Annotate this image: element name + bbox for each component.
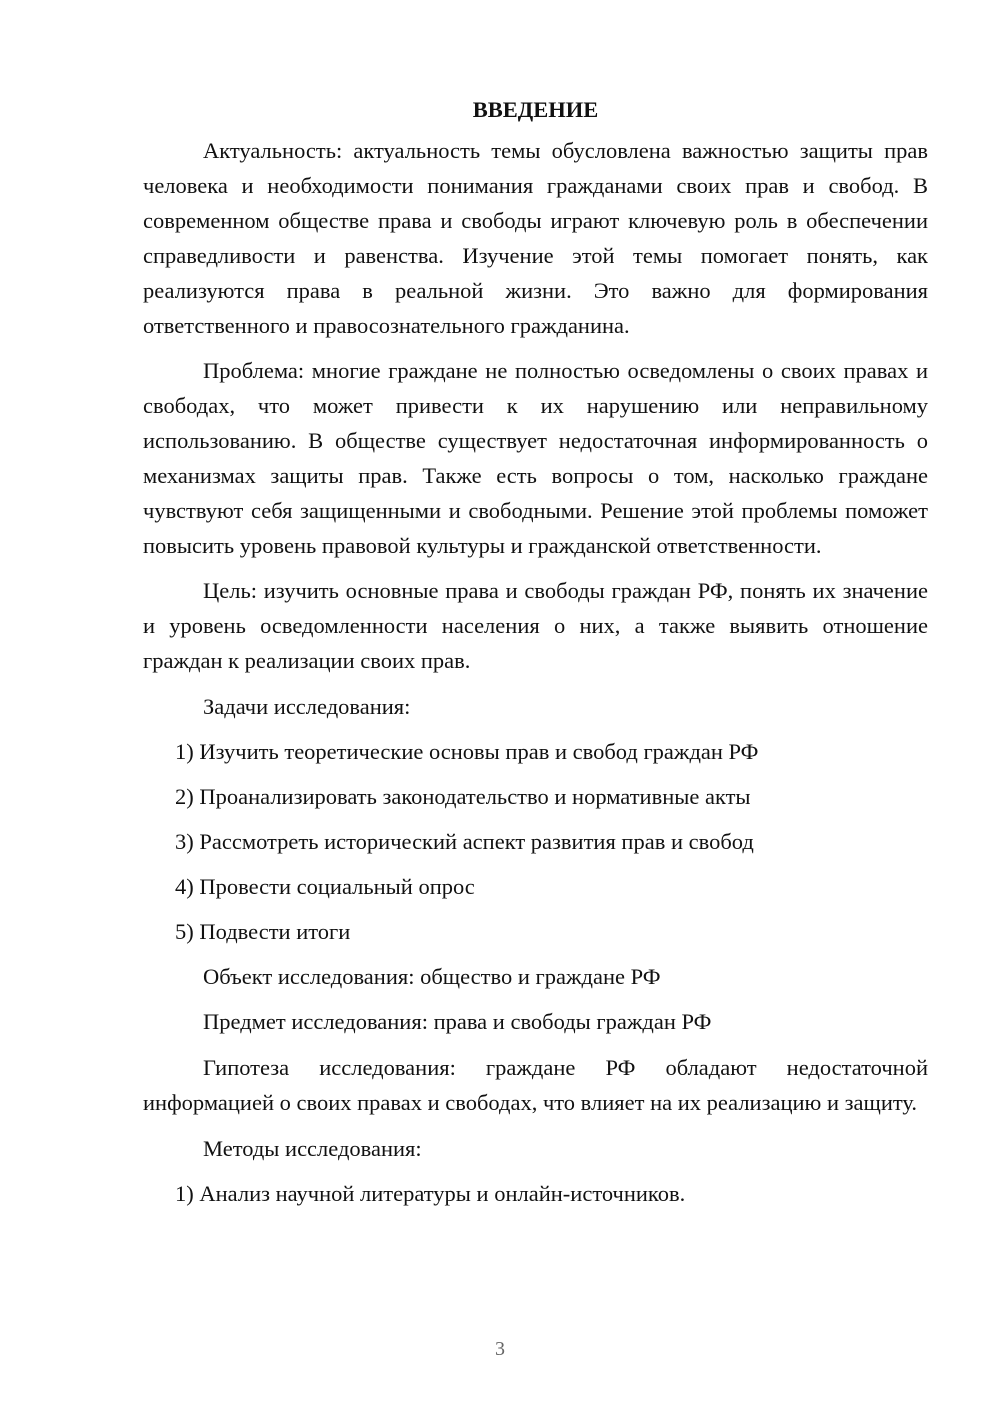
goal-paragraph: Цель: изучить основные права и свободы граждан РФ, понять их значение и уровень осведомленности населения о них, а также выявить отношение граждан к реализации своих прав. — [143, 578, 928, 673]
method-item: 1) Анализ научной литературы и онлайн-источников. — [175, 1181, 686, 1206]
methods-heading: Методы исследования: — [203, 1136, 422, 1161]
task-item: 1) Изучить теоретические основы прав и свобод граждан РФ — [175, 739, 759, 764]
document-page — [143, 92, 928, 1216]
section-title: ВВЕДЕНИЕ — [472, 97, 599, 122]
research-object: Объект исследования: общество и граждане РФ — [203, 964, 661, 989]
task-item: 3) Рассмотреть исторический аспект развития прав и свобод — [175, 829, 754, 854]
relevance-paragraph: Актуальность: актуальность темы обусловлена важностью защиты прав человека и необходимости понимания гражданами своих прав и свобод. В современном обществе права и свободы играют ключевую роль в обеспечении справедливости и равенства. Изучение этой темы помогает понять, как реализуются права в реальной жизни. Это важно для формирования ответственного и правосознательного гражданина. — [143, 138, 928, 338]
page-number: 3 — [495, 1338, 505, 1360]
task-item: 2) Проанализировать законодательство и нормативные акты — [175, 784, 751, 809]
tasks-heading: Задачи исследования: — [203, 694, 411, 719]
problem-paragraph: Проблема: многие граждане не полностью осведомлены о своих правах и свободах, что может привести к их нарушению или неправильному использованию. В обществе существует недостаточная информированность о механизмах защиты прав. Также есть вопросы о том, насколько граждане чувствуют себя защищенными и свободными. Решение этой проблемы поможет повысить уровень правовой культуры и гражданской ответственности. — [143, 358, 928, 558]
hypothesis-paragraph: Гипотеза исследования: граждане РФ обладают недостаточной информацией о своих правах и свободах, что влияет на их реализацию и защиту. — [143, 1055, 928, 1115]
task-item: 4) Провести социальный опрос — [175, 874, 475, 899]
task-item: 5) Подвести итоги — [175, 919, 351, 944]
research-subject: Предмет исследования: права и свободы граждан РФ — [203, 1009, 712, 1034]
